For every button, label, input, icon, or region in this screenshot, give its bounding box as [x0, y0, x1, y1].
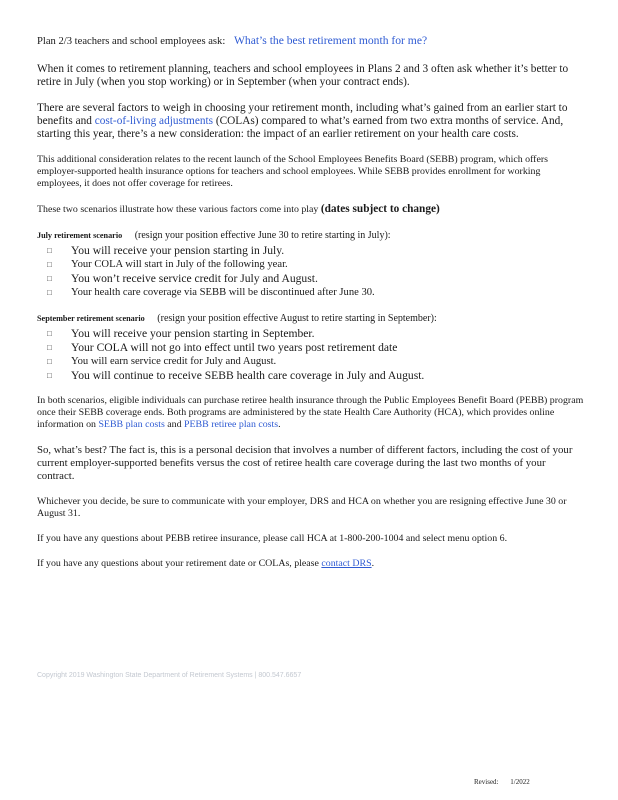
pebb-retiree-plan-costs-link[interactable]: PEBB retiree plan costs: [184, 419, 279, 430]
title-prefix: Plan 2/3 teachers and school employees ask:: [37, 36, 226, 47]
bullet-icon: □: [47, 343, 52, 352]
factors-text-before: There are several factors to weigh in choosing your retirement month, including what’s gained from an earlier start to benefits and: [37, 102, 568, 127]
communicate-paragraph: Whichever you decide, be sure to communicate with your employer, DRS and HCA on whether you are resigning effective June 30 or August 31.: [37, 496, 567, 519]
bullet-icon: □: [47, 274, 52, 283]
list-item: □ Your health care coverage via SEBB will be discontinued after June 30.: [47, 287, 375, 298]
factors-paragraph: [37, 102, 585, 141]
september-scenario-tag: September retirement scenario: [37, 314, 145, 323]
pebb-questions-paragraph: If you have any questions about PEBB retiree insurance, please call HCA at 1-800-200-1004 and select menu option 6.: [37, 533, 508, 544]
whats-best-paragraph: So, what’s best? The fact is, this is a personal decision that involves a number of different factors, including the cost of your current employer-supported benefits versus the cost of retiree health care coverage during the last two months of your contract.: [37, 444, 573, 482]
contact-drs-link[interactable]: contact DRS: [321, 558, 372, 569]
sebb-paragraph: This additional consideration relates to the recent launch of the School Employees Benefits Board (SEBB) program, which offers employer-supported health insurance options for teachers and school employees. While SEBB provides enrollment for working employees, it does not offer coverage for retirees.: [37, 154, 548, 189]
bullet-icon: □: [47, 246, 52, 255]
document-body: [37, 34, 585, 583]
july-scenario-desc: (resign your position effective June 30 to retire starting in July):: [134, 230, 391, 241]
pebb-text-before: In both scenarios, eligible individuals can purchase retiree health insurance through the Public Employees Benefit Board (PEBB) program once their SEBB coverage ends. Both programs are administered by the state Health Care Authority (HCA), which provides online information on: [37, 395, 584, 430]
july-scenario-list: [37, 244, 585, 300]
pebb-text-after: .: [278, 419, 281, 430]
bullet-icon: □: [47, 329, 52, 338]
intro-paragraph: When it comes to retirement planning, teachers and school employees in Plans 2 and 3 often ask whether it’s better to retire in July (when you stop working) or in September (when your contract ends).: [37, 63, 569, 88]
july-scenario-tag: July retirement scenario: [37, 231, 123, 240]
list-item: □ You will continue to receive SEBB health care coverage in July and August.: [47, 369, 425, 382]
july-scenario-heading: [37, 229, 585, 242]
list-item: □ You will earn service credit for July and August.: [47, 356, 277, 367]
sebb-plan-costs-link[interactable]: SEBB plan costs: [98, 419, 165, 430]
drs-questions-end: .: [371, 558, 375, 569]
pebb-paragraph: [37, 395, 585, 431]
september-scenario-list: [37, 327, 585, 383]
scenarios-intro-text: These two scenarios illustrate how these various factors come into play: [37, 204, 321, 215]
bullet-icon: □: [47, 357, 52, 366]
page-title: [37, 34, 585, 47]
scenarios-intro: [37, 203, 585, 216]
list-item: □ You won’t receive service credit for July and August.: [47, 272, 318, 285]
pebb-text-mid: and: [164, 419, 185, 430]
cola-link[interactable]: cost-of-living adjustments: [94, 115, 214, 127]
dates-subject-note: (dates subject to change): [320, 203, 440, 215]
drs-questions-paragraph: [37, 558, 585, 570]
list-item: □ You will receive your pension starting in September.: [47, 327, 315, 340]
revised-label: Revised:: [474, 778, 499, 786]
september-scenario-desc: (resign your position effective August to retire starting in September):: [157, 313, 437, 324]
list-item: □ Your COLA will start in July of the following year.: [47, 259, 288, 270]
drs-questions-text: If you have any questions about your retirement date or COLAs, please: [37, 558, 322, 569]
bullet-icon: □: [47, 260, 52, 269]
copyright-notice: Copyright 2019 Washington State Department of Retirement Systems | 800.547.6657: [37, 672, 302, 679]
revised-date: [474, 778, 530, 786]
revised-value: 1/2022: [510, 778, 530, 786]
bullet-icon: □: [47, 371, 52, 380]
bullet-icon: □: [47, 288, 52, 297]
factors-text-after: (COLAs) compared to what’s earned from two extra months of service. And, starting this year, there’s a new consideration: the impact of an earlier retirement on your health care costs.: [37, 115, 564, 140]
september-scenario-heading: [37, 312, 585, 325]
list-item: □ Your COLA will not go into effect until two years post retirement date: [47, 341, 398, 354]
title-question: What’s the best retirement month for me?: [233, 34, 428, 47]
list-item: □ You will receive your pension starting in July.: [47, 244, 285, 257]
